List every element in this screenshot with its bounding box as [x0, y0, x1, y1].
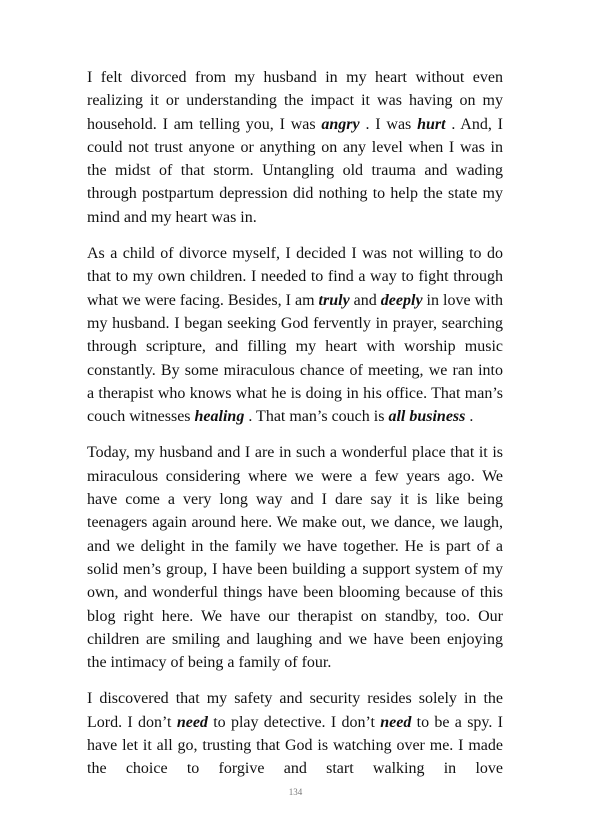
text-run: . — [465, 408, 474, 426]
page-number: 134 — [288, 787, 303, 797]
text-run: to play detective. I don’t — [207, 713, 381, 731]
emphasis-text: healing — [194, 408, 245, 426]
text-run: to be a spy. I have let it all go, trusting that God is watching over me. I made the choice to forgive and start walking in love — [87, 713, 504, 778]
text-run: I felt divorced from my husband in my heart without even realizing it or understanding the impact it was having on my household. I am telling you, I was — [87, 69, 503, 133]
emphasis-text: deeply — [380, 291, 423, 309]
paragraph-2 — [87, 242, 503, 428]
emphasis-text: angry — [321, 115, 360, 133]
emphasis-text: all business — [388, 408, 466, 426]
text-run: in love with my husband. I began seeking God fervently in prayer, searching through scripture, and filling my heart with worship music constantly. By some miraculous chance of meeting, we ran into a therapist who knows what he is doing in his office. That man’s couch witnesses — [87, 291, 504, 426]
text-run: I discovered that my safety and security resides solely in the Lord. I don’t — [87, 690, 503, 731]
text-run: and — [349, 291, 381, 309]
emphasis-text: hurt — [417, 115, 446, 133]
text-run: . I was — [359, 115, 418, 133]
paragraph-4 — [87, 687, 503, 780]
text-run: . That man’s couch is — [244, 408, 389, 426]
body-text — [87, 66, 503, 794]
text-run: . And, I could not trust anyone or anything on any level when I was in the midst of that storm. Untangling old trauma and wading through postpartum depression did nothing to help the state my mind and my heart was in. — [87, 115, 503, 226]
paragraph-1 — [87, 66, 503, 229]
text-run: Today, my husband and I are in such a wonderful place that it is miraculous considering where we were a few years ago. We have come a very long way and I dare say it is like being teenagers again around here. We make out, we dance, we laugh, and we delight in the family we have together. He is part of a solid men’s group, I have been building a support system of my own, and wonderful things have been blooming because of this blog right here. We have our therapist on standby, too. Our children are smiling and laughing and we have been enjoying the intimacy of being a family of four. — [87, 444, 503, 672]
emphasis-text: need — [380, 713, 412, 731]
emphasis-text: truly — [318, 291, 350, 309]
text-run: As a child of divorce myself, I decided I was not willing to do that to my own children. I needed to find a way to fight through what we were facing. Besides, I am — [87, 245, 503, 309]
emphasis-text: need — [176, 713, 208, 731]
paragraph-3 — [87, 441, 503, 674]
